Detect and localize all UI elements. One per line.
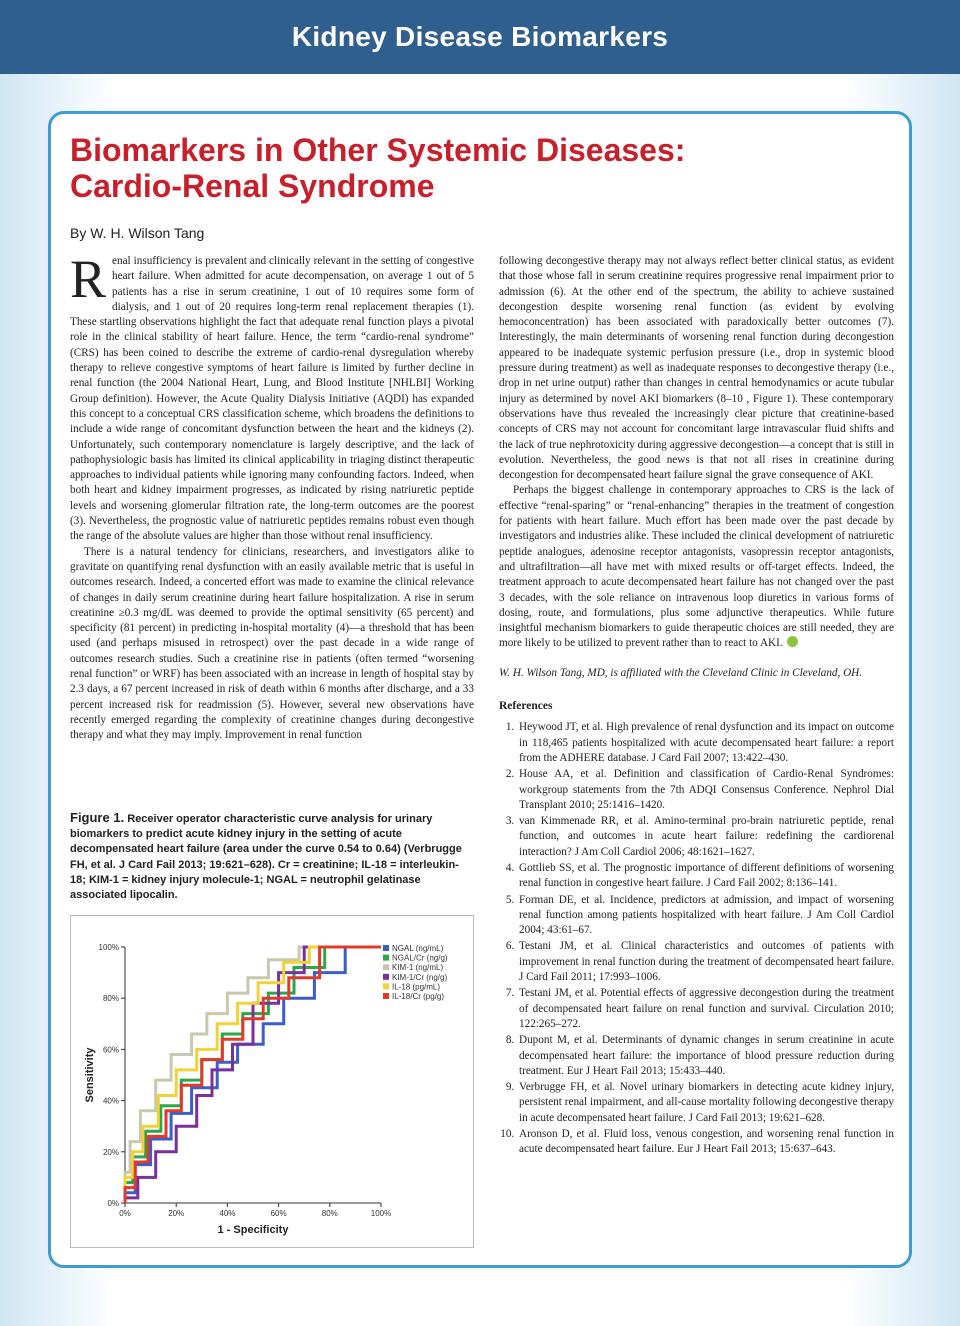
reference-item: 10. Aronson D, et al. Fluid loss, venous congestion, and worsening renal function in acute decompensated heart failure. Eur J Heart Fail 2013; 15:637–643. <box>517 1127 894 1158</box>
paragraph <box>70 249 474 545</box>
roc-series-line <box>125 947 381 1203</box>
y-tick-label: 80% <box>102 994 119 1004</box>
roc-series-line <box>125 947 381 1203</box>
article-title <box>70 132 870 204</box>
reference-item: 3. van Kimmenade RR, et al. Amino-terminal pro-brain natriuretic peptide, renal function, and outcomes in acute heart failure: redefining the cardiorenal interaction? J Am Coll Cardiol 2006; 48:1621–1627. <box>517 814 894 860</box>
legend-swatch <box>383 974 389 980</box>
title-line-2: Cardio-Renal Syndrome <box>70 168 435 204</box>
reference-item: 1. Heywood JT, et al. High prevalence of renal dysfunction and its impact on outcome in 118,465 patients hospitalized with acute decompensated heart failure: a report from the ADHERE database. J Card Fail 2007; 13:422–430. <box>517 720 894 766</box>
y-tick-label: 100% <box>98 943 119 952</box>
roc-series-line <box>125 947 381 1203</box>
reference-item: 8. Dupont M, et al. Determinants of dynamic changes in serum creatinine in acute decompensated heart failure: the importance of blood pressure reduction during treatment. Eur J Heart Fail 2013; 15:433–440. <box>517 1033 894 1079</box>
byline: By W. H. Wilson Tang <box>70 225 205 241</box>
roc-chart <box>70 915 474 1248</box>
figure-label: Figure 1. <box>70 810 125 825</box>
roc-chart-svg <box>71 916 475 1249</box>
paragraph-text: enal insufficiency is prevalent and clinically relevant in the setting of congestive heart failure. When admitted for acute decompensation, on average 1 out of 5 patients has a rise in serum creatinine, 1 out of 10 requires some form of dialysis, and 1 out of 20 requires long-term renal replacement therapies (1). These startling observations highlight the fact that adequate renal function plays a pivotal role in the clinical stability of heart failure. Hence, the term “cardio-renal syndrome” (CRS) has been coined to describe the extreme of cardio-renal dysregulation whereby therapy to relieve congestive symptoms of heart failure is limited by further decline in renal function (the 2004 National Heart, Lung, and Blood Institute [NHLBI] Working Group definition). However, the Acute Quality Dialysis Initiative (AQDI) has expanded this concept to a conceptual CRS classification scheme, which broadens the definitions to include a wide range of concomitant dysfunction between the heart and the kidneys (2). Unfortunately, such contemporary nomenclature is largely descriptive, and the lack of pathophysiologic basis has limited its clinical applicability in triaging distinct therapeutic approaches to individual patients while ignoring many confounding factors. Indeed, when both heart and kidney impairment progresses, as indicated by rising natriuretic peptide levels and worsening glomerular filtration rate, the long-term outcomes are the poorest (3). Nevertheless, the prognostic value of natriuretic peptides remains robust even though the range of the absolute values are higher than those without renal insufficiency. <box>70 255 474 543</box>
x-tick-label: 80% <box>321 1209 338 1218</box>
title-line-1: Biomarkers in Other Systemic Diseases: <box>70 132 686 168</box>
header-band <box>0 0 960 74</box>
author-affiliation: W. H. Wilson Tang, MD, is affiliated with the Cleveland Clinic in Cleveland, OH. <box>499 666 863 679</box>
legend-swatch <box>383 964 389 970</box>
x-tick-label: 60% <box>270 1209 287 1218</box>
y-tick-label: 0% <box>107 1199 119 1208</box>
x-tick-label: 0% <box>119 1209 131 1218</box>
legend-swatch <box>383 983 389 989</box>
legend-label: IL-18/Cr (pg/g) <box>392 992 445 1001</box>
paragraph-text: Perhaps the biggest challenge in contemporary approaches to CRS is the lack of effective “renal-sparing” or “renal-enhancing” therapies in the treatment of congestion for patients with heart failure. Much effort has been made over the past decade by investigators and industries alike. These included the clinical development of natriuretic peptide analogues, adenosine receptor antagonists, vasopressin receptor antagonists, and ultrafiltration—all have met with mixed results or off-target effects. Indeed, the treatment approach to acute decompensated heart failure has not changed over the past 3 decades, with the sole reliance on intravenous loop diuretics in various forms of dosing, route, and formulations, plus some adjunctive therapeutics. While future insightful mechanism biomarkers to guide therapeutic choices are still needed, they are more likely to be utilized to prevent rather than to react to AKI. <box>499 484 894 650</box>
legend-label: KIM-1 (ng/mL) <box>392 963 444 973</box>
legend-swatch <box>383 955 389 961</box>
reference-item: 5. Forman DE, et al. Incidence, predictors at admission, and impact of worsening renal function among patients hospitalized with heart failure. J Am Coll Cardiol 2004; 43:61–67. <box>517 893 894 939</box>
reference-item: 4. Gottlieb SS, et al. The prognostic importance of different definitions of worsening renal function in congestive heart failure. J Card Fail 2002; 8:136–141. <box>517 861 894 892</box>
end-mark-icon <box>787 636 798 647</box>
legend-label: KIM-1/Cr (ng/g) <box>392 972 448 982</box>
paragraph <box>499 483 894 651</box>
x-tick-label: 100% <box>370 1209 392 1218</box>
references-list <box>499 720 894 1157</box>
section-title: Kidney Disease Biomarkers <box>291 21 669 52</box>
reference-item: 7. Testani JM, et al. Potential effects of aggressive decongestion during the treatment of decompensated heart failure on renal function and survival. Circulation 2010; 122:265–272. <box>517 986 894 1032</box>
y-tick-label: 40% <box>102 1096 119 1106</box>
paragraph: There is a natural tendency for clinicians, researchers, and investigators alike to gravitate on quantifying renal dysfunction with an easily available metric that is useful in outcomes research. Indeed, a concerted effort was made to examine the clinical relevance of changes in daily serum creatinine during heart failure hospitalization. A rise in serum creatinine ≥0.3 mg/dL was deemed to provide the optimal sensitivity (65 percent) and specificity (81 percent) in predicting in-hospital mortality (4)—a threshold that has been used (and perhaps misused in retrospect) over the past decade in a wide range of outcomes research studies. Such a creatinine rise in patients (often termed “worsening renal function” or WRF) has been associated with an increase in length of hospital stay by 2.3 days, a 67 percent increased in risk of death within 6 months after discharge, and a 33 percent increased risk for readmission (5). However, several new observations have recently emerged regarding the complexity of creatinine changes during decongestive therapy and what they may imply. Improvement in renal function <box>70 545 474 742</box>
figure-caption <box>70 810 474 903</box>
column-right <box>499 254 894 1159</box>
legend-label: NGAL/Cr (ng/g) <box>392 953 448 963</box>
drop-cap: R <box>70 249 107 309</box>
legend-label: NGAL (ng/mL) <box>392 944 444 953</box>
column-left <box>70 249 474 744</box>
x-axis-title: 1 - Specificity <box>217 1224 289 1236</box>
x-tick-label: 40% <box>219 1209 236 1218</box>
y-tick-label: 60% <box>102 1045 119 1055</box>
legend-swatch <box>383 993 389 999</box>
reference-item: 9. Verbrugge FH, et al. Novel urinary biomarkers in detecting acute kidney injury, persistent renal impairment, and all-cause mortality following decongestive therapy in acute decompensated heart failure. J Card Fail 2013; 19:621–628. <box>517 1080 894 1126</box>
y-axis-title: Sensitivity <box>84 1047 96 1103</box>
legend-label: IL-18 (pg/mL) <box>392 982 441 992</box>
legend-swatch <box>383 945 389 951</box>
x-tick-label: 20% <box>168 1209 185 1218</box>
roc-series-line <box>125 947 381 1203</box>
roc-series-line <box>125 947 381 1203</box>
references-heading: References <box>499 700 553 713</box>
roc-series-line <box>125 947 381 1203</box>
reference-item: 2. House AA, et al. Definition and classification of Cardio-Renal Syndromes: workgroup statements from the 7th ADQI Consensus Conference. Nephrol Dial Transplant 2010; 25:1416–1420. <box>517 767 894 813</box>
y-tick-label: 20% <box>102 1147 119 1157</box>
reference-item: 6. Testani JM, et al. Clinical characteristics and outcomes of patients with improvement in renal function during the treatment of decompensated heart failure. J Card Fail 2011; 17:993–1006. <box>517 939 894 985</box>
paragraph: following decongestive therapy may not always reflect better clinical status, as evident that those whose fall in serum creatinine requires progressive renal impairment prior to admission (6). At the other end of the spectrum, the ability to achieve sustained decongestion despite worsening renal function (as evident by evolving hemoconcentration) has been associated with paradoxically better outcomes (7). Interestingly, the main determinants of worsening renal function during decongestion appeared to be inadequate systemic perfusion pressure (i.e., drop in systemic blood pressure during treatment) as well as inadequate responses to decongestive therapy (i.e., drop in net urine output) rather than changes in central hemodynamics or acute tubular injury as determined by novel AKI biomarkers (8–10 , Figure 1). These contemporary observations have thus revealed the increasingly clear picture that creatinine-based concepts of CRS may not account for concomitant large intravascular fluid shifts and the lack of true nephrotoxicity during aggressive decongestion—a concept that is still in evolution. Nevertheless, the good news is that not all rises in creatinine during decongestion for decompensated heart failure signal the grave consequence of AKI. <box>499 255 894 482</box>
figure-caption-text: Receiver operator characteristic curve analysis for urinary biomarkers to predict acute kidney injury in the setting of acute decompensated heart failure (area under the curve 0.54 to 0.64) (Verbrugge FH, et al. J Card Fail 2013; 19:621–628). Cr = creatinine; IL-18 = interleukin-18; KIM-1 = kidney injury molecule-1; NGAL = neutrophil gelatinase associated lipocalin. <box>70 813 462 902</box>
